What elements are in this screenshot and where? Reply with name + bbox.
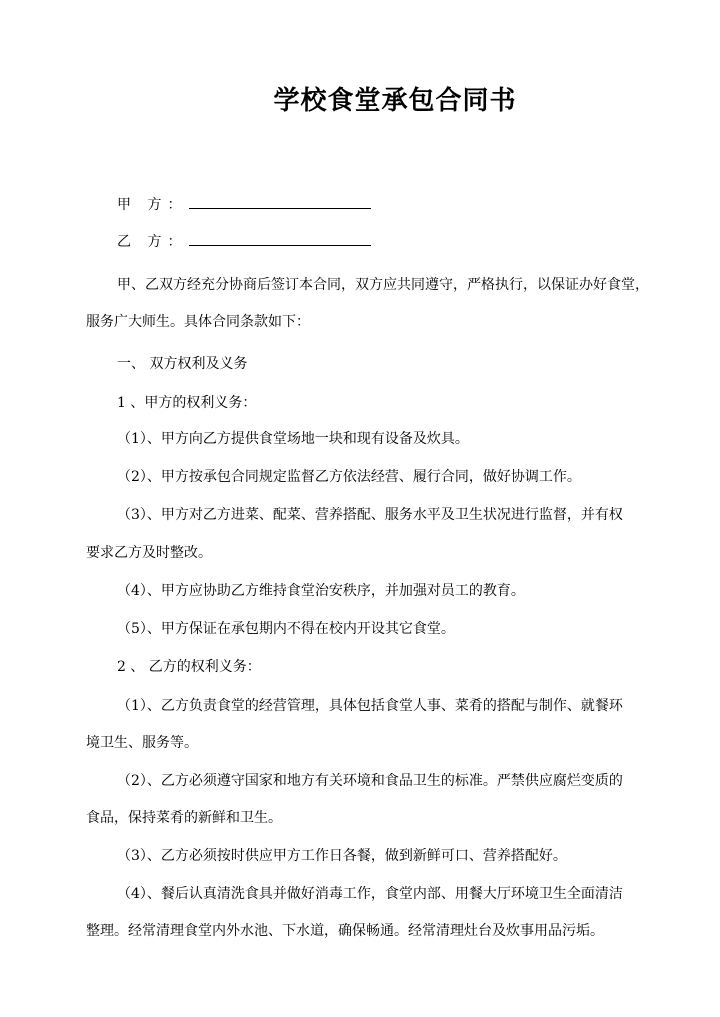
party-b-clause-1: （1）、乙方负责食堂的经营管理，具体包括食堂人事、菜肴的搭配与制作、就餐环	[117, 698, 623, 714]
party-a-clause-4: （4）、甲方应协助乙方维持食堂治安秩序，并加强对员工的教育。	[117, 583, 525, 599]
party-a-clause-3: （3）、甲方对乙方进菜、配菜、营养搭配、服务水平及卫生状况进行监督，并有权	[117, 507, 623, 523]
subsection-1-heading: 1 、甲方的权利义务：	[117, 395, 257, 411]
party-b-label: 乙 方：	[117, 234, 188, 250]
subsection-2-heading: 2 、 乙方的权利义务：	[117, 659, 261, 675]
party-b-clause-1-cont: 境卫生、服务等。	[86, 735, 198, 751]
section-1-heading: 一、 双方权利及义务	[117, 356, 248, 372]
party-a-blank	[189, 194, 371, 209]
party-a-clause-5: （5）、甲方保证在承包期内不得在校内开设其它食堂。	[117, 621, 455, 637]
party-a-clause-3-cont: 要求乙方及时整改。	[86, 545, 212, 561]
party-b-clause-4: （4）、餐后认真清洗食具并做好消毒工作，食堂内部、用餐大厅环境卫生全面清洁	[117, 886, 623, 902]
party-b-clause-4-cont: 整理。经常清理食堂内外水池、下水道，确保畅通。经常清理灶台及炊事用品污垢。	[86, 923, 604, 939]
party-b-clause-3: （3）、乙方必须按时供应甲方工作日各餐，做到新鲜可口、营养搭配好。	[117, 848, 567, 864]
party-a-label: 甲 方：	[117, 197, 188, 213]
party-a-clause-1: （1）、甲方向乙方提供食堂场地一块和现有设备及炊具。	[117, 431, 469, 447]
party-a-clause-2: （2）、甲方按承包合同规定监督乙方依法经营、履行合同，做好协调工作。	[117, 469, 581, 485]
intro-line-2: 服务广大师生。具体合同条款如下：	[86, 314, 310, 330]
document-title: 学校食堂承包合同书	[273, 86, 517, 116]
intro-line-1: 甲、乙双方经充分协商后签订本合同，双方应共同遵守，严格执行，以保证办好食堂，	[117, 277, 649, 293]
party-b-clause-2-cont: 食品，保持菜肴的新鲜和卫生。	[86, 810, 282, 826]
party-b-line	[117, 231, 371, 252]
party-b-clause-2: （2）、乙方必须遵守国家和地方有关环境和食品卫生的标准。严禁供应腐烂变质的	[117, 773, 623, 789]
party-b-blank	[189, 231, 371, 246]
party-a-line	[117, 194, 371, 215]
